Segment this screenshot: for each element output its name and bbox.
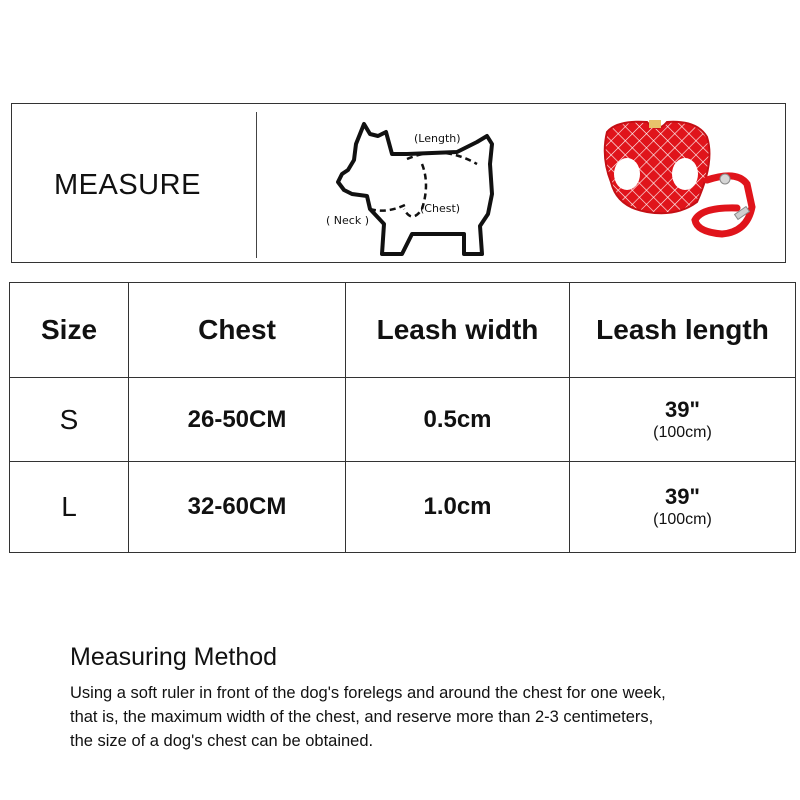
leash-ring: [720, 174, 730, 184]
method-line: Using a soft ruler in front of the dog's forelegs and around the chest for one week,: [70, 684, 666, 702]
cell-leash-length: [570, 462, 796, 553]
harness-arm-hole-left: [614, 158, 640, 190]
harness-product-image: [597, 112, 767, 257]
measure-divider: [256, 112, 257, 258]
measuring-method-text: [70, 681, 780, 753]
harness-arm-hole-right: [672, 158, 698, 190]
cell-size: L: [10, 462, 129, 553]
leash-length-cm: (100cm): [653, 423, 712, 441]
cell-leash-width: 1.0cm: [346, 462, 570, 553]
cell-leash-width: 0.5cm: [346, 378, 570, 462]
method-line: the size of a dog's chest can be obtained.: [70, 732, 374, 750]
measure-panel: [11, 103, 786, 263]
length-label: (Length): [414, 132, 461, 145]
harness-tag: [649, 120, 661, 128]
dog-measurement-diagram: [312, 114, 512, 259]
measure-title: MEASURE: [54, 169, 201, 201]
measuring-method-title: Measuring Method: [70, 643, 278, 671]
table-row: [10, 378, 796, 462]
cell-leash-length: [570, 378, 796, 462]
header-leash-width: Leash width: [346, 283, 570, 378]
cell-chest: 26-50CM: [129, 378, 346, 462]
neck-label: ( Neck ): [326, 214, 369, 227]
table-header-row: [10, 283, 796, 378]
table-row: [10, 462, 796, 553]
method-line: that is, the maximum width of the chest, and reserve more than 2-3 centimeters,: [70, 708, 654, 726]
leash-length-cm: (100cm): [653, 511, 712, 528]
cell-chest: 32-60CM: [129, 462, 346, 553]
leash-length-inches: 39": [665, 484, 700, 509]
header-size: Size: [10, 283, 129, 378]
chest-label: (Chest): [420, 202, 461, 215]
size-table: [9, 282, 796, 553]
cell-size: S: [10, 378, 129, 462]
leash-length-inches: 39": [665, 396, 700, 422]
neck-dash-line: [370, 204, 407, 211]
header-leash-length: Leash length: [570, 283, 796, 378]
header-chest: Chest: [129, 283, 346, 378]
